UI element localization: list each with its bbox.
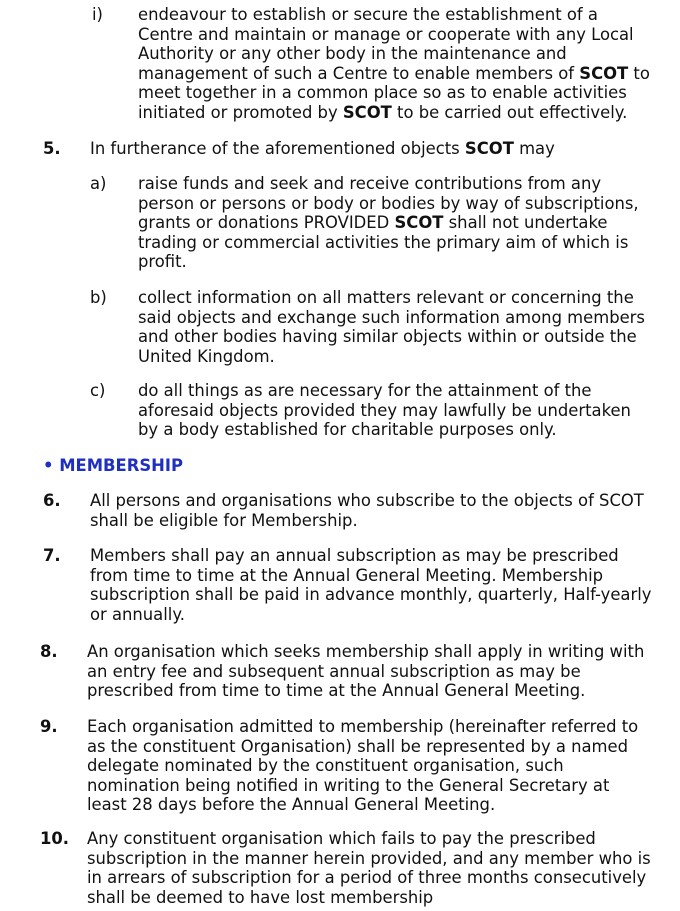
text-line: meet together in a common place so as to enable activities	[138, 83, 627, 102]
clause-number: 9.	[40, 717, 58, 736]
text-line: or annually.	[90, 604, 185, 624]
clause-number: 10.	[40, 829, 70, 848]
text-line: from time to time at the Annual General Meeting. Membership	[90, 565, 604, 585]
clause-text	[90, 491, 644, 530]
text-line: and other bodies having similar objects within or outside the	[138, 327, 637, 346]
text-line: endeavour to establish or secure the establishment of a	[138, 5, 598, 24]
text-line: nomination being notified in writing to the General Secretary at	[87, 775, 610, 795]
text-line: least 28 days before the Annual General Meeting.	[87, 795, 496, 814]
text-line: in arrears of subscription for a period of three months consecutively	[87, 868, 647, 887]
clause-number: 7.	[43, 546, 61, 565]
text-line: an entry fee and subsequent annual subscription as may be	[87, 661, 581, 681]
text-line: Members shall pay an annual subscription as may be prescribed	[90, 546, 619, 565]
clause-number: 5.	[43, 139, 61, 158]
text-line: subscription shall be paid in advance monthly, quarterly, Half-yearly	[90, 585, 652, 604]
bold-term: SCOT	[342, 102, 392, 122]
clause-text	[87, 717, 638, 815]
bold-term: SCOT	[579, 63, 629, 83]
text-line: do all things as are necessary for the attainment of the	[138, 381, 592, 400]
text-line: Each organisation admitted to membership (hereinafter referred to	[87, 717, 639, 736]
text-line: United Kingdom.	[138, 346, 275, 366]
text-line: as the constituent Organisation) shall be represented by a named	[87, 736, 629, 756]
clause-text	[87, 642, 644, 701]
item-text	[138, 288, 645, 366]
text-line: grants or donations PROVIDED SCOT shall not undertake	[138, 213, 608, 232]
text-line: delegate nominated by the constituent organisation, such	[87, 756, 564, 775]
text-line: shall be eligible for Membership.	[90, 510, 358, 530]
section-heading-membership	[43, 456, 183, 476]
item-text	[138, 5, 650, 122]
text-line: Authority or any other body in the maintenance and	[138, 44, 567, 63]
text-line: management of such a Centre to enable members of SCOT to	[138, 63, 650, 83]
text-line: initiated or promoted by SCOT to be carried out effectively.	[138, 102, 628, 122]
text-line: Centre and maintain or manage or cooperate with any Local	[138, 24, 634, 44]
bold-term: SCOT	[394, 213, 444, 232]
item-text	[138, 174, 639, 272]
text-line: raise funds and seek and receive contributions from any	[138, 174, 602, 193]
text-line: Any constituent organisation which fails to pay the prescribed	[87, 829, 596, 848]
text-line: prescribed from time to time at the Annual General Meeting.	[87, 681, 586, 700]
heading-text: MEMBERSHIP	[59, 456, 183, 475]
clause-text	[90, 546, 651, 624]
text-line: An organisation which seeks membership shall apply in writing with	[87, 642, 645, 661]
text-line: In furtherance of the aforementioned objects SCOT may	[90, 139, 555, 158]
text-line: said objects and exchange such information among members	[138, 307, 645, 327]
clause-text	[90, 139, 555, 159]
text-line: subscription in the manner herein provided, and any member who is	[87, 848, 651, 868]
text-line: person or persons or body or bodies by way of subscriptions,	[138, 193, 639, 213]
bullet-icon: •	[43, 456, 54, 475]
item-label: c)	[90, 381, 106, 400]
text-line: collect information on all matters relevant or concerning the	[138, 288, 634, 307]
item-label: b)	[90, 288, 107, 307]
text-line: trading or commercial activities the primary aim of which is	[138, 232, 629, 252]
clause-number: 8.	[40, 642, 58, 661]
text-line: shall be deemed to have lost membership	[87, 887, 434, 907]
item-label: i)	[92, 5, 103, 24]
clause-text	[87, 829, 651, 907]
text-line: profit.	[138, 252, 187, 271]
bold-term: SCOT	[464, 139, 514, 158]
item-text	[138, 381, 631, 440]
clause-number: 6.	[43, 491, 61, 510]
item-label: a)	[90, 174, 107, 193]
text-line: All persons and organisations who subscribe to the objects of SCOT	[90, 491, 644, 510]
text-line: aforesaid objects provided they may lawfully be undertaken	[138, 400, 631, 420]
text-line: by a body established for charitable purposes only.	[138, 420, 557, 439]
